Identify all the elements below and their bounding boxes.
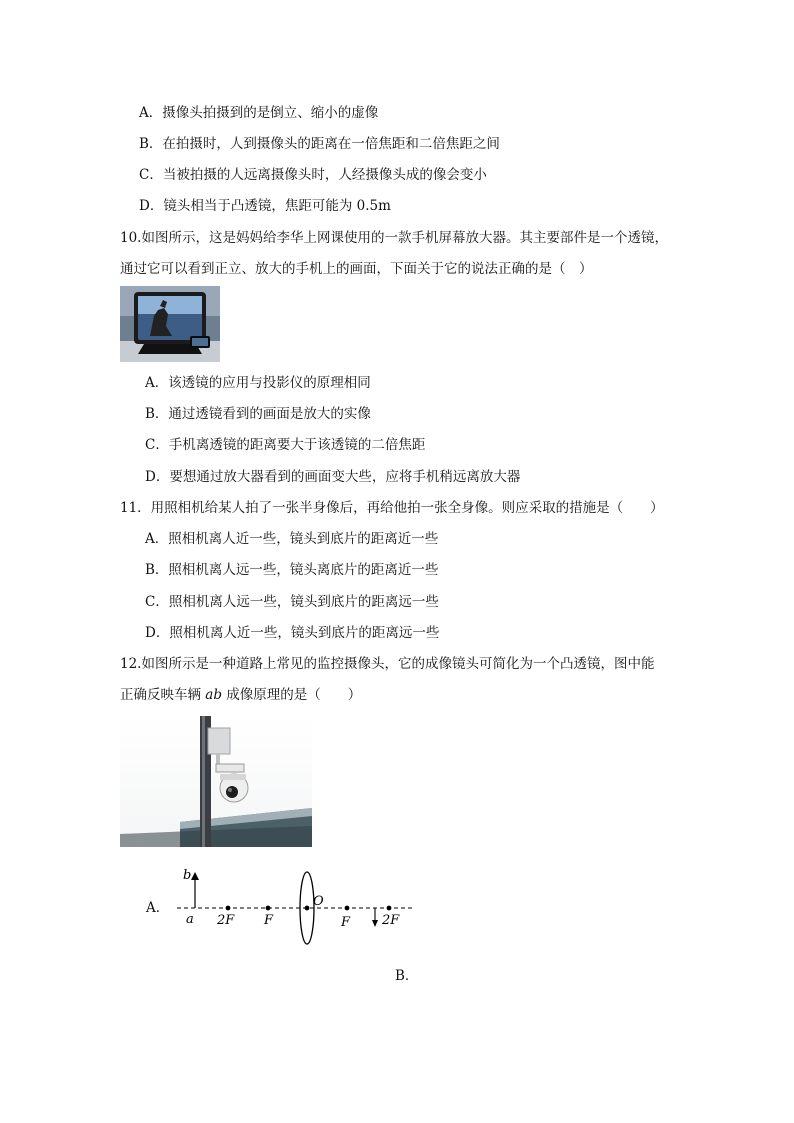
- label-b: b: [183, 868, 192, 883]
- point-f-left: [266, 906, 271, 911]
- q9-option-c: C．当被拍摄的人远离摄像头时，人经摄像头成的像会变小: [139, 167, 487, 183]
- q10-option-a: A．该透镜的应用与投影仪的原理相同: [145, 375, 371, 391]
- q12-stem-line2: 正确反映车辆 ab 成像原理的是（ ）: [120, 687, 362, 703]
- q10-stem-line2: 通过它可以看到正立、放大的手机上的画面，下面关于它的说法正确的是（ ）: [120, 261, 593, 277]
- q11-option-c: C．照相机离人远一些，镜头到底片的距离远一些: [145, 594, 439, 610]
- label-f-left: F: [264, 913, 274, 928]
- q12-option-a-label: A．: [146, 900, 170, 916]
- q10-option-d: D．要想通过放大器看到的画面变大些，应将手机稍远离放大器: [145, 469, 521, 485]
- point-2f-right: [387, 906, 392, 911]
- q11-stem: 11．用照相机给某人拍了一张半身像后，再给他拍一张全身像。则应采取的措施是（ ）: [120, 500, 664, 516]
- label-2f-right: 2F: [382, 913, 400, 928]
- q10-stem-line1: 10.如图所示，这是妈妈给李华上网课使用的一款手机屏幕放大器。其主要部件是一个透镜，: [120, 230, 668, 246]
- point-f-right: [345, 906, 350, 911]
- q9-option-b: B．在拍摄时，人到摄像头的距离在一倍焦距和二倍焦距之间: [139, 136, 500, 152]
- point-2f-left: [226, 906, 231, 911]
- point-optical-center: [305, 906, 310, 911]
- label-2f-left: 2F: [217, 913, 235, 928]
- label-o: O: [313, 894, 324, 909]
- q11-option-a: A．照相机离人近一些，镜头到底片的距离近一些: [145, 531, 439, 547]
- q9-option-a: A．摄像头拍摄到的是倒立、缩小的虚像: [139, 105, 379, 121]
- q12-option-b-label: B．: [395, 968, 419, 984]
- q11-option-b: B．照相机离人远一些，镜头离底片的距离近一些: [145, 562, 439, 578]
- label-f-right: F: [341, 915, 351, 930]
- lens-ray-diagram: [175, 862, 415, 948]
- object-arrowhead: [191, 872, 199, 880]
- image-arrowhead: [372, 920, 378, 927]
- phone-magnifier-photo: [120, 286, 220, 362]
- label-a: a: [186, 912, 194, 927]
- q9-option-d: D．镜头相当于凸透镜，焦距可能为 0.5m: [139, 198, 391, 214]
- q10-option-c: C．手机离透镜的距离要大于该透镜的二倍焦距: [145, 437, 426, 453]
- surveillance-camera-photo: [120, 716, 312, 847]
- q11-option-d: D．照相机离人近一些，镜头到底片的距离远一些: [145, 625, 440, 641]
- q10-option-b: B．通过透镜看到的画面是放大的实像: [145, 406, 371, 422]
- q12-stem-line1: 12.如图所示是一种道路上常见的监控摄像头，它的成像镜头可简化为一个凸透镜，图中能: [120, 656, 655, 672]
